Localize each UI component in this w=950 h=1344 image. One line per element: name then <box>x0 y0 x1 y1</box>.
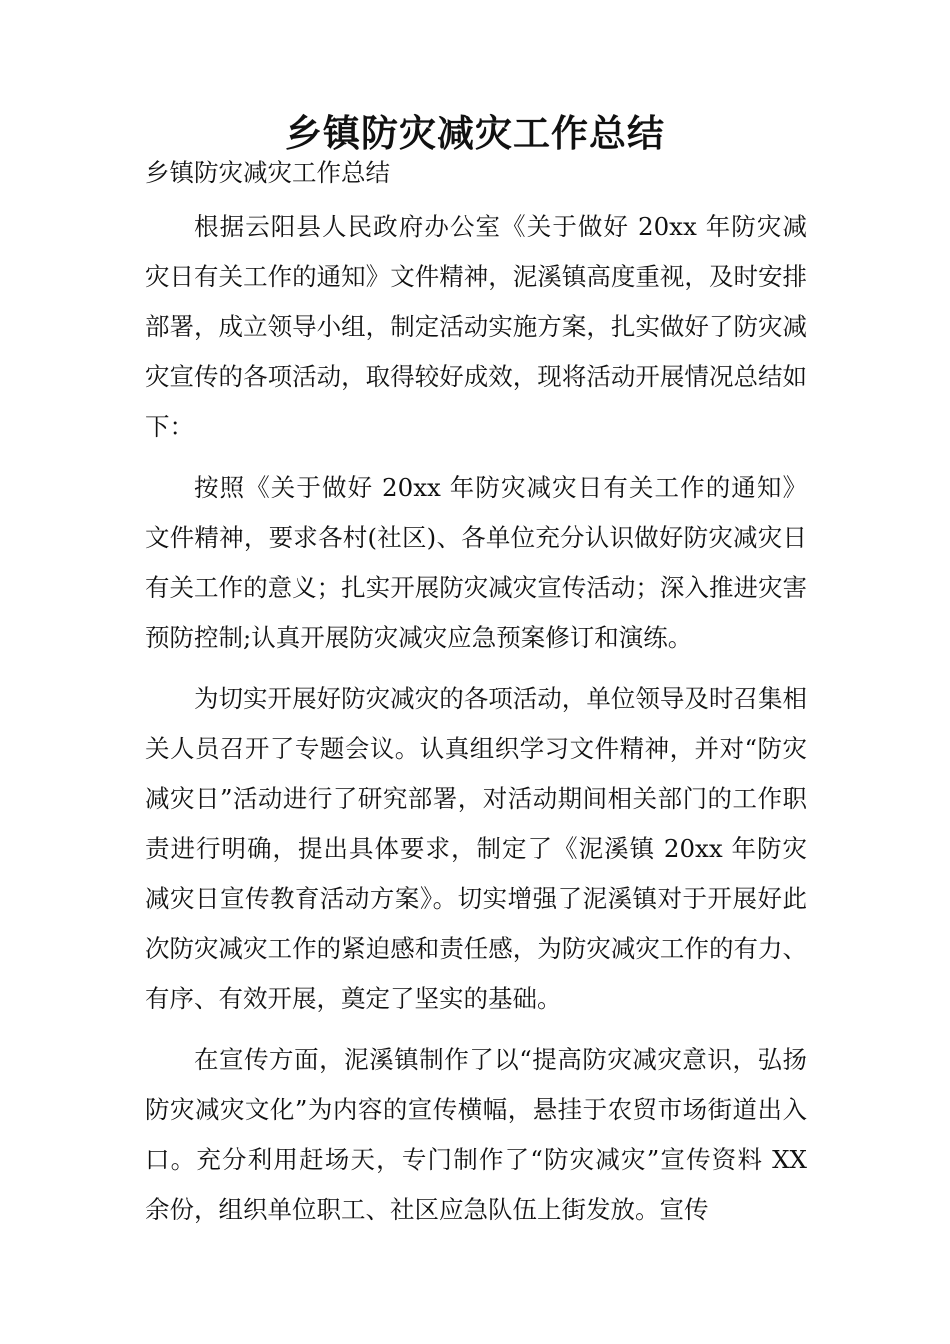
document-subtitle: 乡镇防灾减灾工作总结 <box>145 158 390 187</box>
paragraph-1: 根据云阳县人民政府办公室《关于做好 20xx 年防灾减灾日有关工作的通知》文件精神，泥溪镇高度重视，及时安排部署，成立领导小组，制定活动实施方案，扎实做好了防灾减灾宣传的各项活动，取得较好成效，现将活动开展情况总结如下： <box>145 212 807 441</box>
document-body <box>145 148 807 1246</box>
paragraph-2: 按照《关于做好 20xx 年防灾减灾日有关工作的通知》文件精神，要求各村(社区)、各单位充分认识做好防灾减灾日有关工作的意义；扎实开展防灾减灾宣传活动；深入推进灾害预防控制;认真开展防灾减灾应急预案修订和演练。 <box>145 473 807 652</box>
paragraph-4: 在宣传方面，泥溪镇制作了以“提高防灾减灾意识，弘扬防灾减灾文化”为内容的宣传横幅，悬挂于农贸市场街道出入口。充分利用赶场天，专门制作了“防灾减灾”宣传资料 XX 余份，组织单位职工、社区应急队伍上街发放。宣传 <box>145 1045 807 1224</box>
paragraph-3: 为切实开展好防灾减灾的各项活动，单位领导及时召集相关人员召开了专题会议。认真组织学习文件精神，并对“防灾减灾日”活动进行了研究部署，对活动期间相关部门的工作职责进行明确，提出具体要求，制定了《泥溪镇 20xx 年防灾减灾日宣传教育活动方案》。切实增强了泥溪镇对于开展好此次防灾减灾工作的紧迫感和责任感，为防灾减灾工作的有力、有序、有效开展，奠定了坚实的基础。 <box>145 684 807 1013</box>
document-title: 乡镇防灾减灾工作总结 <box>285 110 665 155</box>
